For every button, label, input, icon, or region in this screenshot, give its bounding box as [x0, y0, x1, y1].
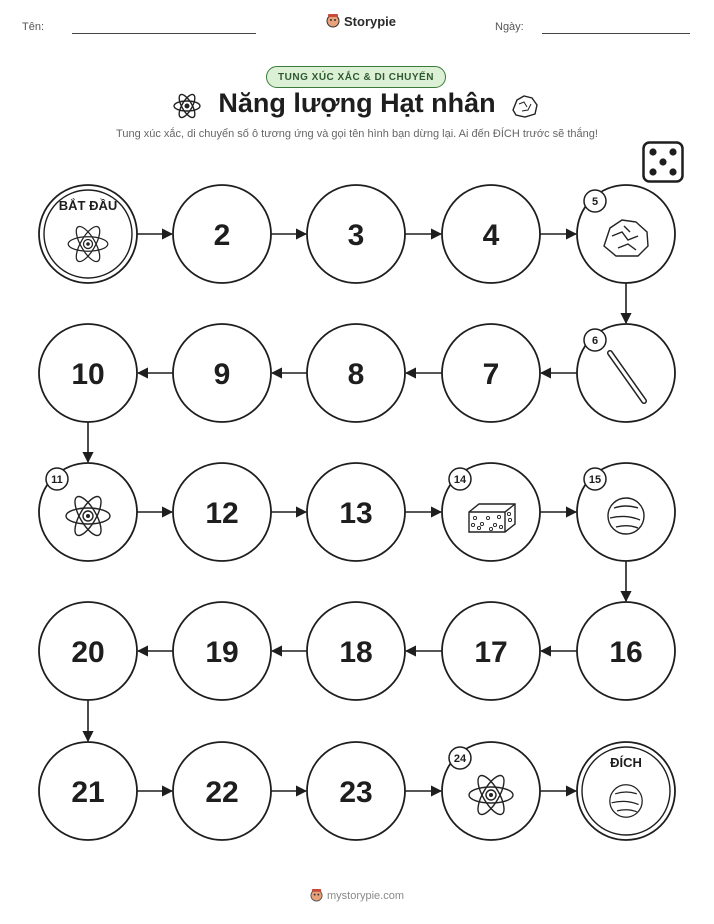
board-cell-6 [577, 324, 675, 422]
footer-url[interactable]: mystorypie.com [326, 889, 405, 902]
board-cell-21 [39, 742, 137, 840]
board-cell-11 [39, 463, 137, 561]
board-cell-20 [39, 602, 137, 700]
board-cell-4 [442, 185, 540, 283]
instructions: Tung xúc xắc, di chuyển số ô tương ứng và gọi tên hình bạn dừng lại. Ai đến ĐÍCH trước sẽ thắng! [116, 128, 598, 140]
footer [0, 888, 714, 903]
board-cell-2 [173, 185, 271, 283]
board-cell-22 [173, 742, 271, 840]
cell-number: 23 [339, 776, 373, 809]
start-label: BẮT ĐẦU [58, 198, 118, 213]
board-cell-25 [577, 742, 675, 840]
cell-number-badge: 5 [591, 196, 599, 208]
cell-number: 16 [609, 636, 643, 669]
cell-number: 20 [71, 636, 105, 669]
name-label: Tên: [22, 21, 45, 33]
cell-number-badge: 24 [453, 753, 467, 765]
board-cell-24 [442, 742, 540, 840]
board-cell-9 [173, 324, 271, 422]
cell-number: 2 [213, 219, 231, 252]
cell-number: 18 [339, 636, 373, 669]
cell-number: 10 [71, 358, 105, 391]
date-label: Ngày: [495, 21, 524, 33]
brand-name: Storypie [344, 13, 397, 29]
board-cell-5 [577, 185, 675, 283]
board-cell-19 [173, 602, 271, 700]
cell-number: 8 [347, 358, 365, 391]
board-cell-10 [39, 324, 137, 422]
board-cell-15 [577, 463, 675, 561]
board-cell-8 [307, 324, 405, 422]
board-cell-7 [442, 324, 540, 422]
board-cell-17 [442, 602, 540, 700]
cell-number: 17 [474, 636, 508, 669]
board-cell-13 [307, 463, 405, 561]
cell-number: 3 [347, 219, 365, 252]
board-cell-12 [173, 463, 271, 561]
cell-number-badge: 15 [588, 474, 602, 486]
board-cell-23 [307, 742, 405, 840]
cell-number: 13 [339, 497, 373, 530]
page-title: Năng lượng Hạt nhân [218, 88, 496, 118]
board-cell-14 [442, 463, 540, 561]
board-cell-1 [39, 185, 137, 283]
cell-number-badge: 14 [453, 474, 467, 486]
cell-number: 22 [205, 776, 239, 809]
board-cell-16 [577, 602, 675, 700]
cell-number: 19 [205, 636, 239, 669]
cell-number: 12 [205, 497, 239, 530]
cell-number-badge: 11 [51, 474, 63, 486]
cell-number: 21 [71, 776, 105, 809]
storypie-mascot-icon [310, 888, 323, 903]
cell-number: 4 [482, 219, 500, 252]
activity-badge: TUNG XÚC XẮC & DI CHUYỂN [266, 66, 446, 88]
cell-number: 7 [482, 358, 500, 391]
cell-number-badge: 6 [591, 335, 599, 347]
board-cell-18 [307, 602, 405, 700]
board-cell-3 [307, 185, 405, 283]
finish-label: ĐÍCH [610, 755, 642, 770]
cell-number: 9 [213, 358, 231, 391]
